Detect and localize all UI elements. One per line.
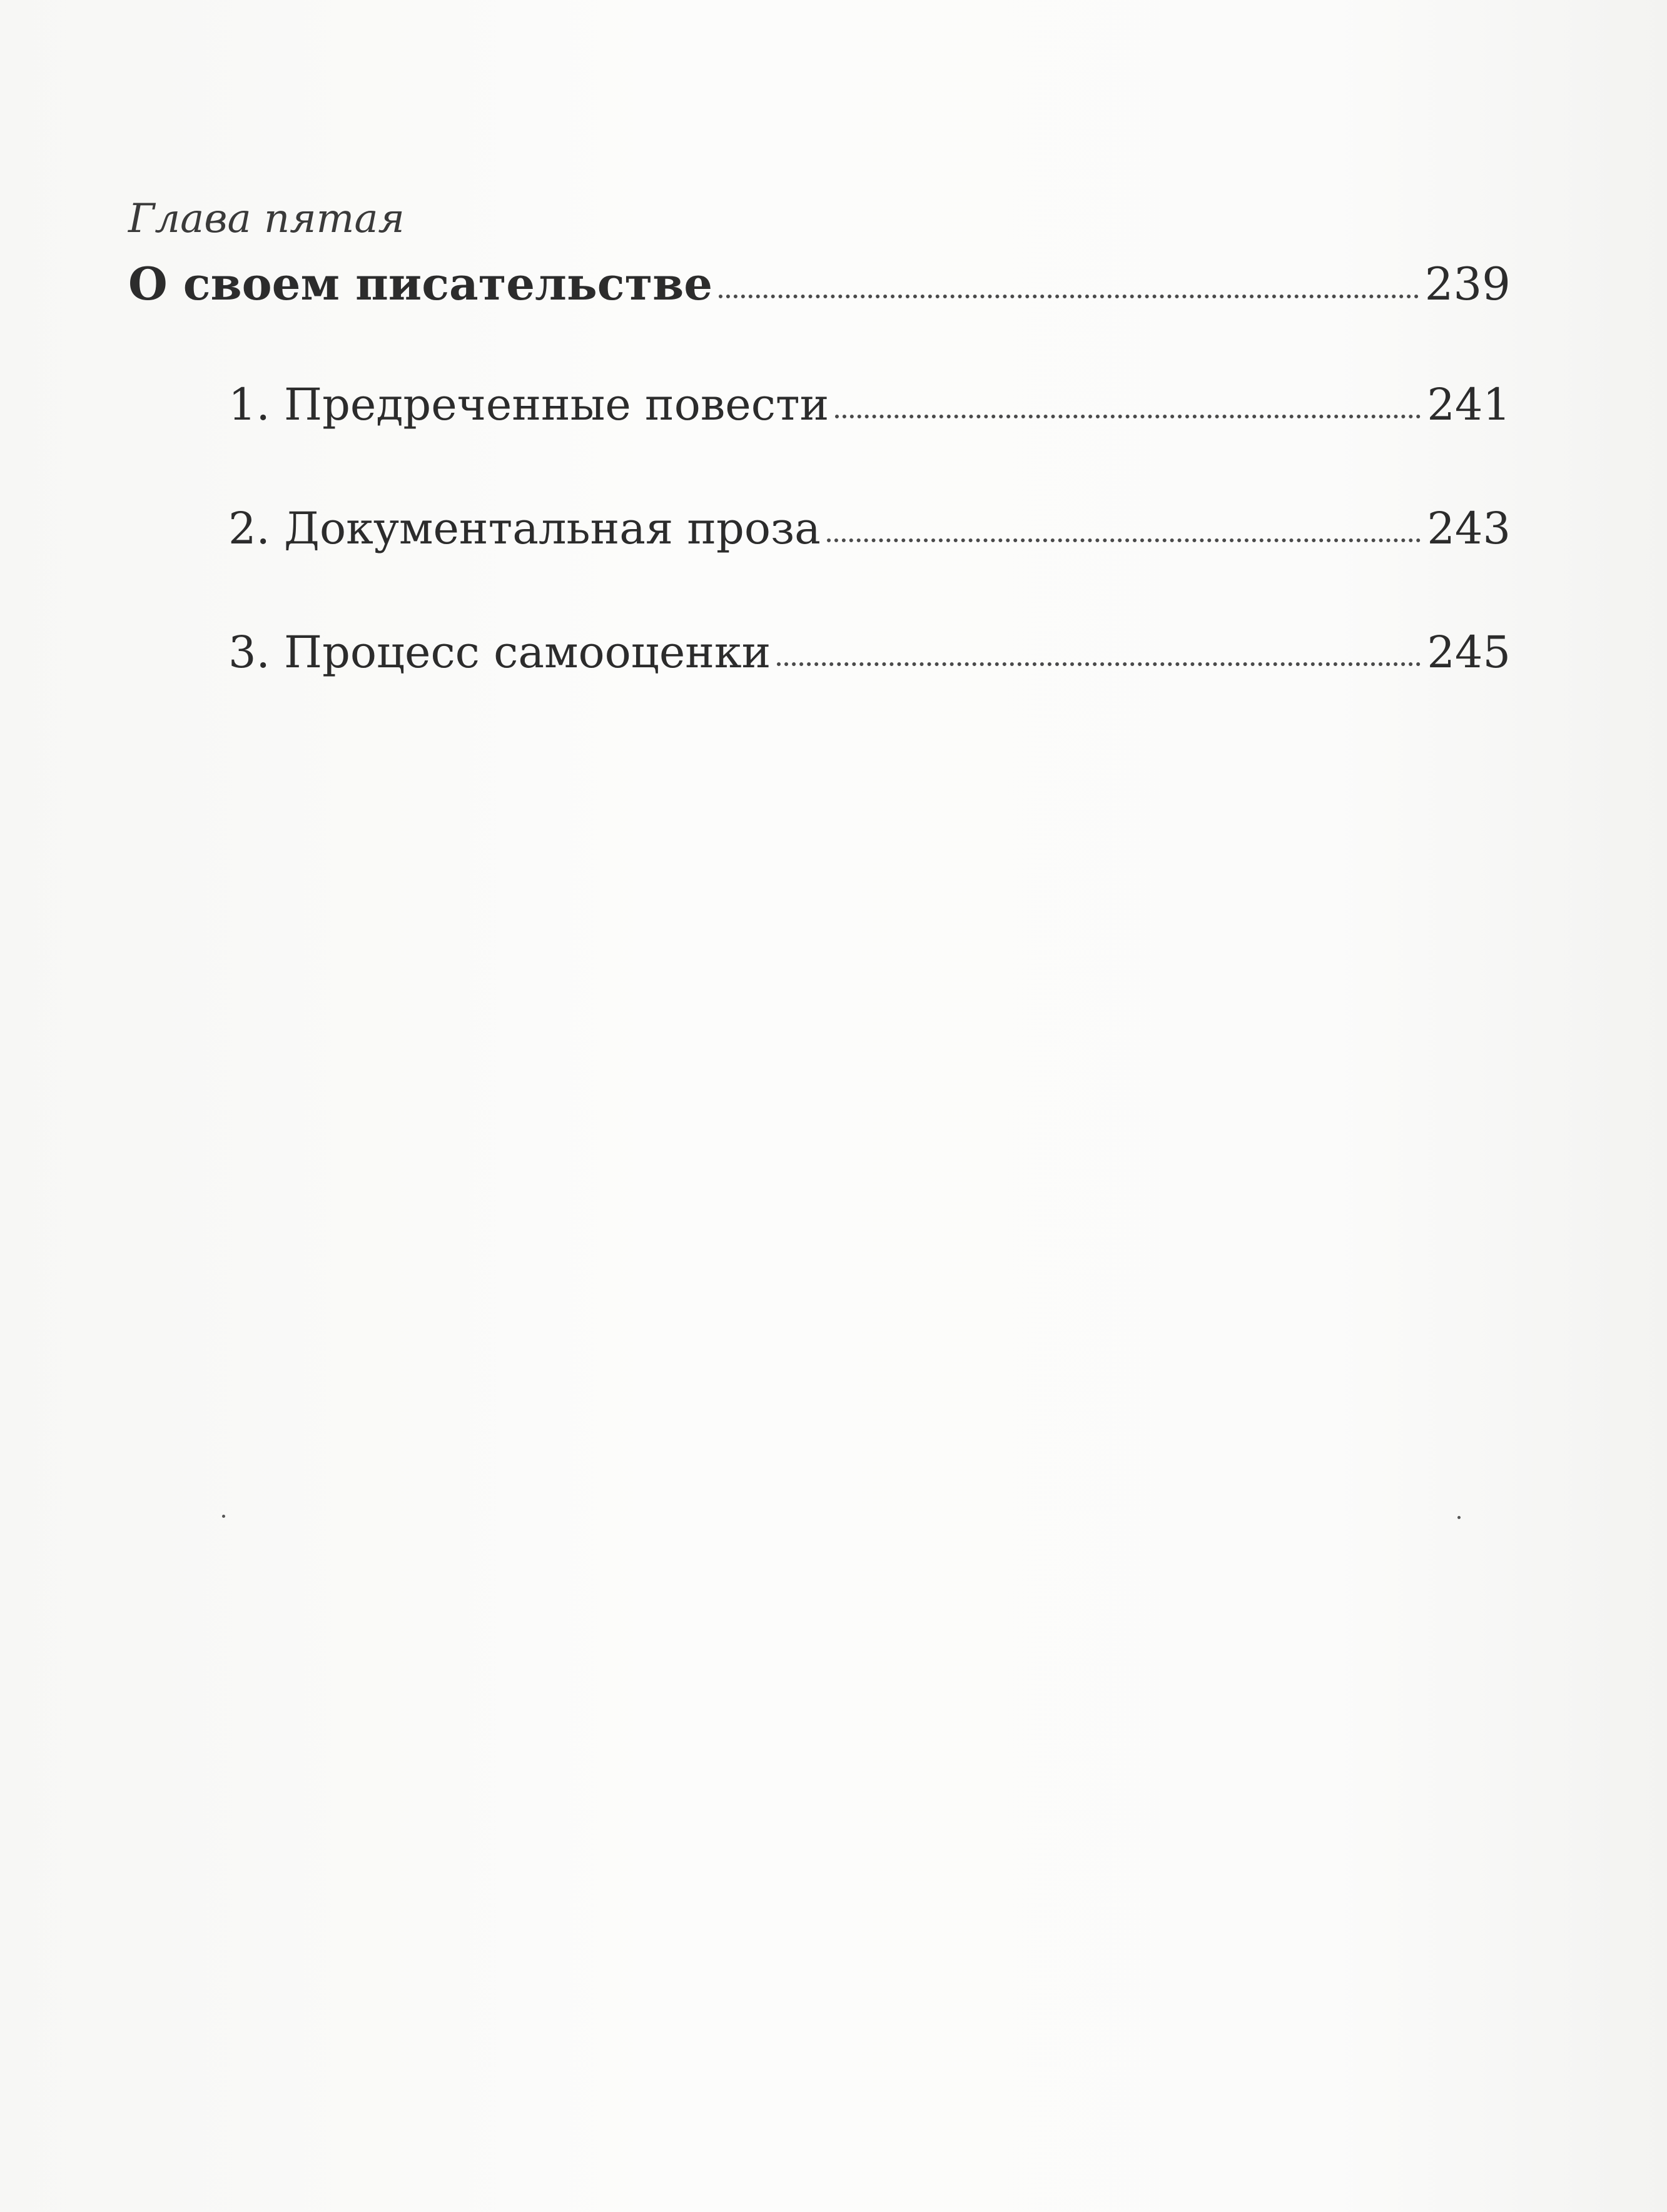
section-page-number: 243: [1427, 503, 1511, 554]
paper-speck: [1457, 1516, 1461, 1519]
section-title: 3. Процесс самооценки: [228, 627, 771, 678]
chapter-label: Глава пятая: [128, 196, 405, 242]
toc-chapter-entry: [128, 257, 1511, 310]
dot-leader: [719, 295, 1419, 298]
chapter-title: О своем писательстве: [128, 257, 713, 310]
section-page-number: 241: [1427, 379, 1511, 430]
dot-leader: [835, 415, 1421, 418]
toc-section-entry: [128, 379, 1511, 430]
chapter-page-number: 239: [1424, 258, 1511, 310]
dot-leader: [777, 662, 1421, 666]
section-title: 2. Документальная проза: [228, 503, 821, 554]
section-page-number: 245: [1427, 627, 1511, 678]
section-title: 1. Предреченные повести: [228, 379, 829, 430]
paper-speck: [222, 1515, 225, 1518]
dot-leader: [827, 538, 1421, 542]
table-of-contents: [128, 196, 1511, 678]
toc-section-entry: [128, 503, 1511, 554]
toc-section-entry: [128, 627, 1511, 678]
